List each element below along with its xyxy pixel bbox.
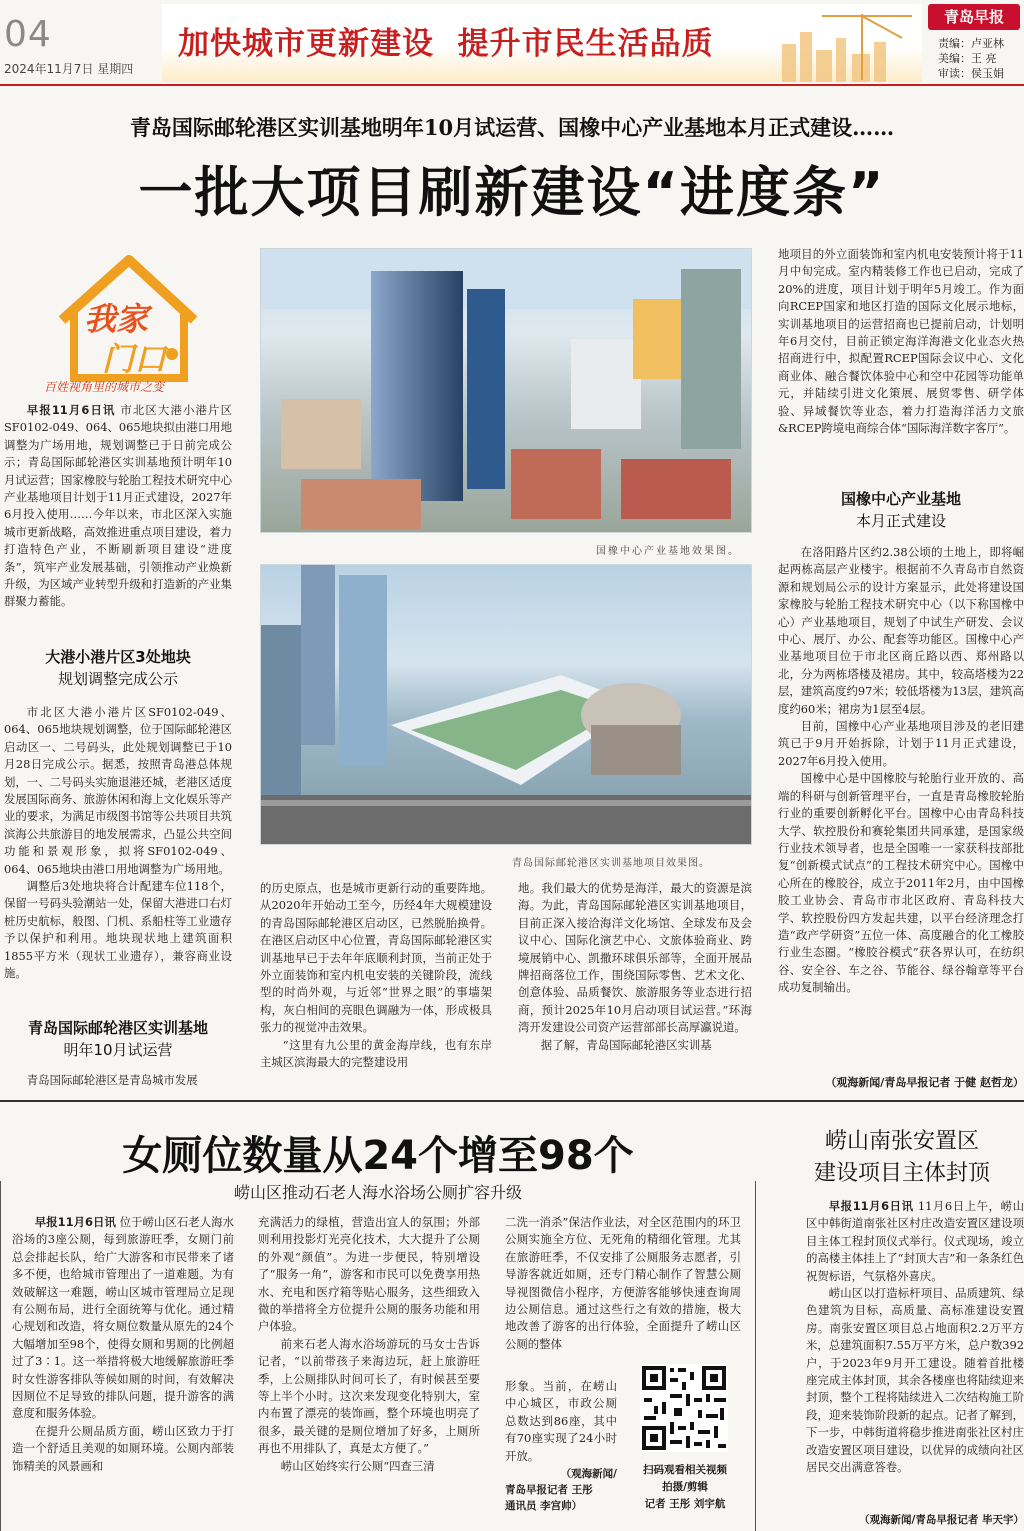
story2-col-1 [12, 1214, 234, 1526]
story1-paragraph: 地。我们最大的优势是海洋，最大的资源是滨海。为此，青岛国际邮轮港区实训基地项目，目前正深入接洽海洋文化场馆、全球发布及会议中心、国际化演艺中心、文旅体验商业、跨境展销中心、凯撒环球俱乐部等，全面开展品牌招商落位工作，围绕国际零售、艺术文化、创意体验、品质餐饮、旅游服务等业态进行招商，预计2025年10月启动项目试运营。”环海湾开发建设公司资产运营部部长高厚瀛说道。 [518, 881, 752, 1035]
story3-credit: （观海新闻/青岛早报记者 毕天宇） [859, 1514, 1024, 1526]
story2-paragraph: 崂山区始终实行公厕“四查三清 [280, 1458, 435, 1473]
subhead-line: 国橡中心产业基地 [840, 490, 961, 508]
story1-subhead-3 [778, 488, 1024, 532]
story1-paragraph: 青岛国际邮轮港区是青岛城市发展 [26, 1073, 198, 1087]
story1-subhead-1 [4, 646, 232, 690]
subhead-line: 规划调整完成公示 [57, 670, 178, 688]
story2-headline: 女厕位数量从24个增至98个 [0, 1124, 756, 1181]
terminal-rendering-image [261, 565, 752, 845]
story2-paragraph: 充满活力的绿植，营造出宜人的氛围；外部则利用投影灯光亮化技术，大大提升了公厕的外观“颜值”。为进一步便民，特别增设了“服务一角”，游客和市民可以免费享用热水、充电和医疗箱等贴心服务，这些细致入微的举措将全方位提升公厕的服务功能和用户体验。 [258, 1215, 480, 1334]
credit-line: （观海新闻/ [560, 1468, 617, 1480]
qr-code-icon [640, 1364, 728, 1452]
story2-paragraph: 早报11月6日讯 位于崂山区石老人海水浴场的3座公厕，每到旅游旺季，女厕门前总会排起长队，给广大游客和市民带来了诸多不便，也给城市管理出了一道难题。为有效破解这一难题，崂山区城市管理局立足现有公厕布局，进行全面统筹与优化。通过精心规划和改造，将女厕位数量从原先的24个大幅增加至98个，使得女厕和男厕的比例超过了3∶1。这一举措将极大地缓解旅游旺季时女性游客排队等候如厕的时间，有效解决因厕位不足导致的排队问题，提升游客的满意度和服务体验。 [12, 1215, 234, 1421]
editor-credits [938, 36, 1004, 81]
story1-paragraph: 地项目的外立面装饰和室内机电安装预计将于11月中旬完成。室内精装修工作也已启动，完成了20%的进度，项目计划于明年5月竣工。作为面向RCEP国家和地区打造的国际文化展示地标，实训基地项目的运营招商也已提前启动，计划明年6月交付，目前正锁定海洋海港文化业态火热招商进行中，拟配置RCEP国际会议中心、文化商业体、融合餐饮体验中心和空中花园等功能单元，并陆续引进文化策展、展贸零售、研学体验、异域餐饮等业态，着力打造海洋活力文旅&RCEP跨境电商综合体“国际海洋数字客厅”。 [778, 247, 1024, 436]
story1-paragraph: 目前，国橡中心产业基地项目涉及的老旧建筑已于9月开始拆除，计划于11月正式建设，2027年6月投入使用。 [778, 719, 1024, 768]
story1-headline: 一批大项目刷新建设“进度条” [138, 161, 886, 224]
story2-paragraph: 在提升公厕品质方面，崂山区致力于打造一个舒适且美观的如厕环境。公厕内部装饰精美的风景画和 [12, 1423, 234, 1473]
story2-col-3a [505, 1214, 741, 1360]
story1-col-right-1 [778, 246, 1024, 476]
story1-col-left-3 [4, 1072, 232, 1092]
section-divider [0, 1100, 1024, 1102]
story1-col-left-2 [4, 704, 232, 1010]
photo-caption-1: 国橡中心产业基地效果图。 [596, 546, 740, 557]
dateline: 早报11月6日讯 [26, 403, 116, 417]
story1-paragraph: 调整后3处地块将合计配建车位118个，保留一号码头验潮站一处，保留大港进口右灯桩历史航标，般图、门机、系船柱等工业遗存予以保护和利用。地块现状地上建筑面积1855平方米（现状工业遗存），兼容商业设施。 [4, 879, 232, 981]
headline-line: 崂山南张安置区 [824, 1129, 979, 1154]
credit-line: 通讯员 李宫帅） [505, 1500, 583, 1512]
subhead-line: 本月正式建设 [855, 512, 946, 530]
logo-text-1: 我家 [84, 300, 149, 338]
story1-paragraph: 在洛阳路片区约2.38公顷的土地上，即将崛起两栋高层产业楼宇。根据前不久青岛市自然资源和规划局公示的设计方案显示，此处将建设国家橡胶与轮胎工程技术研究中心（以下称国橡中心）产业基地项目，规划了中试生产研发、会议中心、展厅、办公、配套等功能区。国橡中心产业基地项目位于市北区商丘路以西、郑州路以北，分为两栋塔楼及裙房。其中，较高塔楼为22层，建筑高度约97米；较低塔楼为13层，建筑高度约60米；裙房为1层至4层。 [778, 545, 1024, 716]
editor-line: 美编：王 亮 [938, 52, 997, 65]
story1-col-mid-1 [260, 880, 492, 1092]
story1-subhead-2 [4, 1017, 232, 1061]
story1-paragraph: 的历史原点，也是城市更新行动的重要阵地。从2020年开始动工至今，历经4年大规模建设的青岛国际邮轮港区启动区，已然脱胎换骨。在港区启动区中心位置，青岛国际邮轮港区实训基地早已于去年年底顺利封顶，当前正处于外立面装饰和室内机电安装的关键阶段，流线型的时尚外观，与近邻“世界之眼”的事墙架构，灰白相间的亮眼色调融为一体，形成极具张力的视觉冲击效果。 [260, 881, 492, 1035]
qr-caption [626, 1462, 744, 1513]
cruise-terminal-rendering-photo [260, 564, 752, 845]
logo-tagline: 百姓视角里的城市之变 [44, 380, 165, 394]
qr-credit-line: 记者 王彤 刘宇航 [644, 1498, 726, 1510]
logo-text-2: 门口 [102, 340, 167, 378]
qr-code[interactable] [640, 1364, 728, 1452]
column-logo [44, 250, 214, 400]
story2-paragraph: 二洗一消杀”保洁作业法，对全区范围内的环卫公厕实施全方位、无死角的精细化管理。尤其在旅游旺季，不仅安排了公厕服务志愿者，引导游客就近如厕，还专门精心制作了智慧公厕导视图微信小程序，方便游客能够快速查询周边公厕信息。通过这些行之有效的措施，极大地改善了游客的出行体验，全面提升了崂山区公厕的整体 [505, 1215, 741, 1351]
story1-credit: （观海新闻/青岛早报记者 于健 赵哲龙） [825, 1076, 1024, 1089]
story3-paragraph: 早报11月6日讯 11月6日上午，崂山区中韩街道南张社区村庄改造安置区建设项目主体工程封顶仪式举行。仪式现场，竣立的高楼主体挂上了“封顶大吉”和一条条红色祝贺标语，气氛格外喜庆。 [806, 1199, 1024, 1283]
editor-line: 审读：侯玉娟 [938, 67, 1004, 80]
story2-paragraph: 形象。当前，在崂山中心城区，市政公厕总数达到86座，其中有70座实现了24小时开放。 [505, 1379, 617, 1463]
page-number: 04 [4, 14, 52, 55]
story1-paragraph: 市北区大港小港片区SF0102-049、064、065地块规划调整，位于国际邮轮港区启动区一、二号码头，此处规划调整已于10月28日完成公示。据悉，按照青岛港总体规划，一、二号码头实施退港还城，老港区适度发展国际商务、旅游休闲和海上文化娱乐等产业的要求，为满足市级图书馆等公共项目共筑滨海公共旅游目的地发展需求，凸显公共空间功能和景观形象，拟将SF0102-049、064、065地块由港口用地调整为广场用地。 [4, 705, 232, 876]
header-slogan: 加快城市更新建设 提升市民生活品质 [178, 26, 714, 62]
rubber-center-rendering-photo [260, 248, 752, 533]
story1-paragraph: 国橡中心是中国橡胶与轮胎行业开放的、高端的科研与创新管理平台，一直是青岛橡胶轮胎行业的重要创新孵化平台。国橡中心由青岛科技大学、软控股份和赛轮集团共同承建，是国家级行业技术领导者，也是全国唯一一家获科技部批复“创新模式试点”的工程技术研究中心。国橡中心所在的橡胶谷，成立于2011年2月，由中国橡胶工业协会、青岛市市北区政府、青岛科技大学、软控股份四方发起共建，以平台经济理念打造“政产学研资”五位一体、高度融合的化工橡胶行业生态圈。“橡胶谷模式”获各界认可，在纺织谷、安全谷、车之谷、节能谷、绿谷翰章等平台成功复制输出。 [778, 771, 1024, 995]
building-rendering-image [261, 249, 752, 533]
editor-line: 责编：卢亚林 [938, 37, 1004, 50]
dateline: 早报11月6日讯 [34, 1215, 116, 1229]
header-rule [0, 84, 1024, 86]
story1-lead-paragraph: 早报11月6日讯 市北区大港小港片区SF0102-049、064、065地块拟由港口用地调整为广场用地，规划调整已于日前完成公示；青岛国际邮轮港区实训基地预计明年10月试运营；国家橡胶与轮胎工程技术研究中心产业基地项目计划于11月正式建设，2027年6月投入使用……今年以来，市北区深入实施城市更新战略，高效推进重点项目建设，着力打造特色产业，不断刷新项目建设“进度条”，筑牢产业发展基础，引领推动产业焕新升级，为区域产业转型升级和打造新的产业集群聚力蓄能。 [4, 403, 232, 609]
issue-date: 2024年11月7日 星期四 [4, 62, 134, 76]
story1-col-mid-2 [518, 880, 752, 1092]
story2-paragraph: 前来石老人海水浴场游玩的马女士告诉记者，“以前带孩子来海边玩，赶上旅游旺季，上公厕排队时间可长了，有时候甚至要等上半个小时。这次来发现变化特别大，室内布置了漂亮的装饰画，整个环境也明亮了很多，最关键的是厕位增加了好多，上厕所再也不用排队了，真是太方便了。” [258, 1336, 480, 1456]
story1-paragraph: “这里有九公里的黄金海岸线，也有东岸主城区滨海最大的完整建设用 [260, 1037, 492, 1070]
story3-body [806, 1198, 1024, 1510]
subhead-line: 大港小港片区3处地块 [45, 648, 191, 666]
header-banner [162, 4, 922, 82]
headline-line: 建设项目主体封顶 [813, 1161, 990, 1186]
photo-caption-2: 青岛国际邮轮港区实训基地项目效果图。 [512, 858, 710, 869]
qr-credit-line: 拍摄/剪辑 [662, 1481, 708, 1493]
story2-subtitle: 崂山区推动石老人海水浴场公厕扩容升级 [233, 1183, 522, 1202]
story1-paragraph: 据了解，青岛国际邮轮港区实训基 [540, 1037, 712, 1052]
story1-kicker: 青岛国际邮轮港区实训基地明年10月试运营、国橡中心产业基地本月正式建设…… [129, 115, 895, 140]
story3-paragraph: 崂山区以打造标杆项目、品质建筑、绿色建筑为目标，高质量、高标准建设安置房。南张安置区项目总占地面积2.2万平方米，总建筑面积7.55万平方米，总户数392户，于2023年9月开工建设。随着首批楼座完成主体封顶，其余各楼座也将陆续迎来封顶，整个工程将陆续进入二次结构施工阶段，迎来装饰阶段新的起点。记者了解到，下一步，中韩街道将稳步推进南张社区村庄改造安置区项目建设，以优异的成绩向社区居民交出满意答卷。 [806, 1286, 1024, 1475]
credit-line: 青岛早报记者 王彤 [505, 1484, 593, 1496]
subhead-line: 青岛国际邮轮港区实训基地 [27, 1019, 208, 1037]
story2-col-2 [258, 1214, 480, 1526]
story3-headline [780, 1126, 1024, 1190]
brand-logo: 青岛早报 [928, 4, 1020, 30]
dateline: 早报11月6日讯 [828, 1199, 914, 1213]
story2-col-3b [505, 1378, 617, 1464]
story1-col-right-2 [778, 544, 1024, 1072]
subhead-line: 明年10月试运营 [63, 1041, 173, 1059]
story2-credit [505, 1466, 617, 1514]
qr-label: 扫码观看相关视频 [643, 1464, 727, 1476]
